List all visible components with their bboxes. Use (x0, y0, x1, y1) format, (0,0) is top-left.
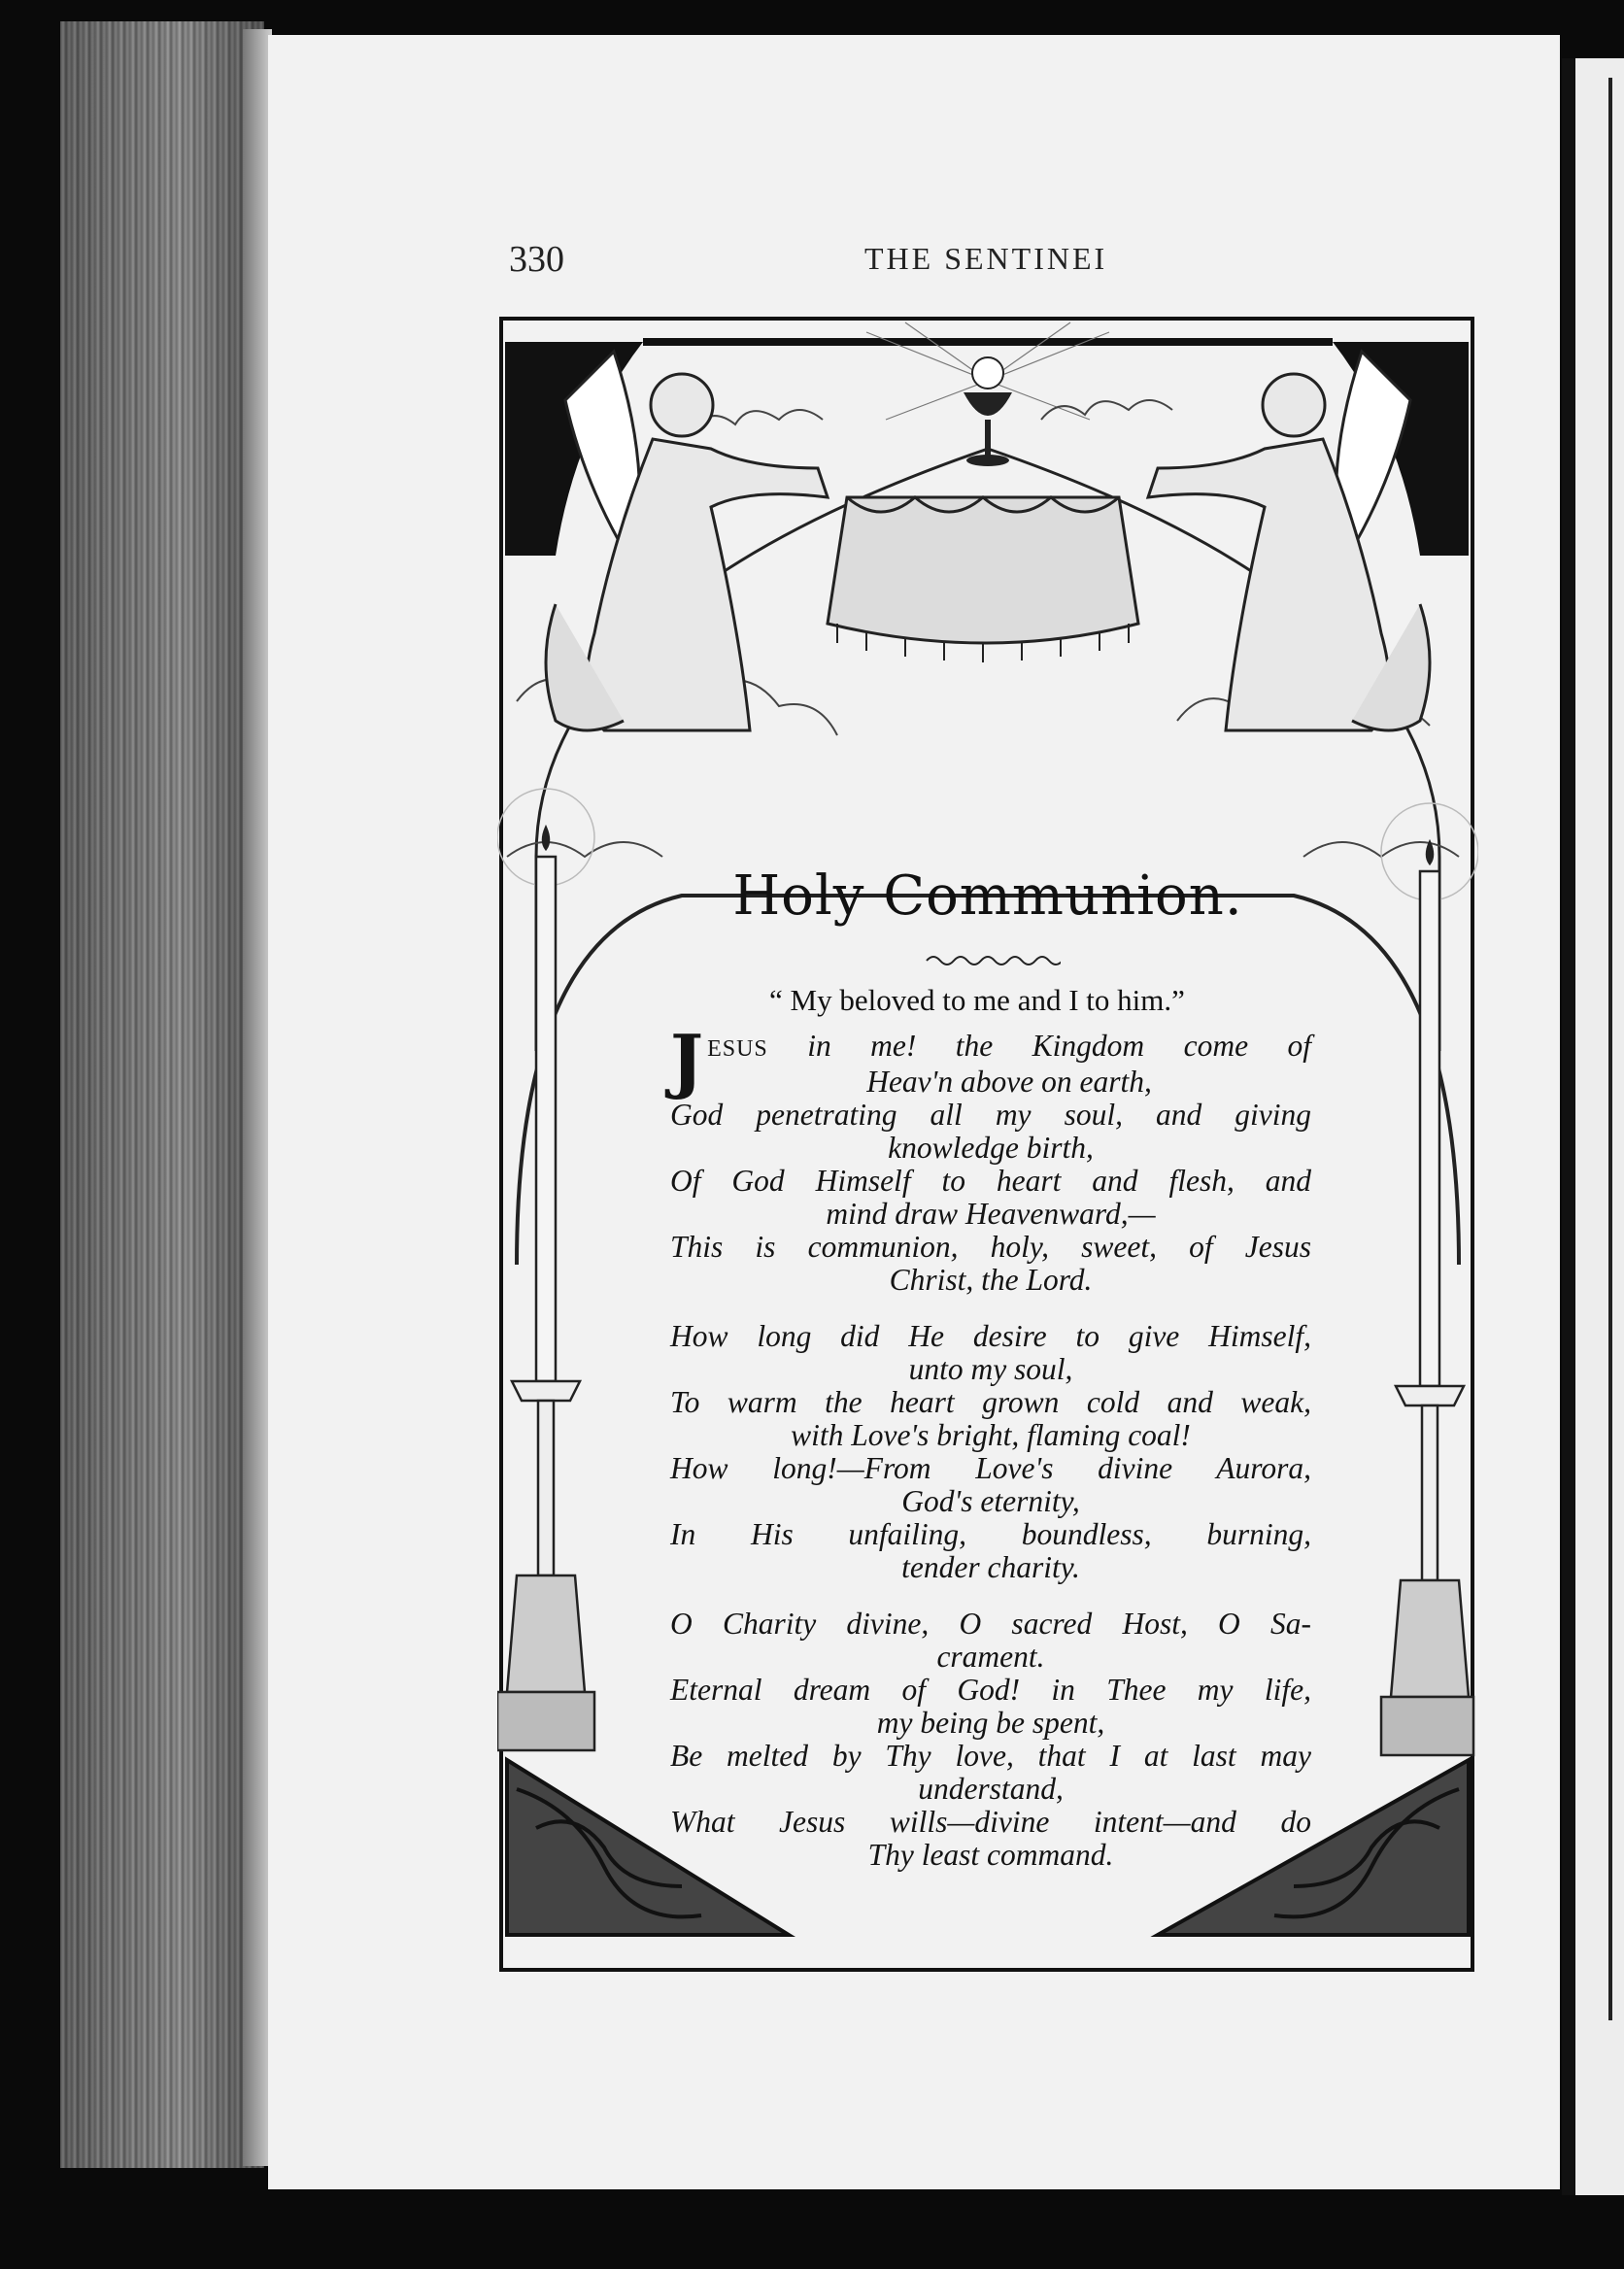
stanza (670, 1320, 1311, 1584)
verse-line-continuation: tender charity. (901, 1550, 1080, 1584)
left-candle (497, 789, 594, 1750)
verse-line: What Jesus wills—divine intent—and do (670, 1805, 1311, 1839)
verse-line-continuation: crament. (936, 1640, 1045, 1674)
poem-body (670, 1019, 1311, 1895)
epigraph: “ My beloved to me and I to him.” (769, 983, 1185, 1017)
left-angel (546, 352, 828, 730)
verse-line: To warm the heart grown cold and weak, (670, 1385, 1311, 1419)
right-candle (1381, 803, 1478, 1755)
verse-line: Be melted by Thy love, that I at last may (670, 1739, 1311, 1773)
altar-cloth (828, 497, 1138, 643)
ornamental-frame (497, 313, 1478, 2003)
drop-cap: J (670, 1019, 704, 1101)
verse-line: How long!—From Love's divine Aurora, (670, 1451, 1311, 1485)
verse-line-continuation: Christ, the Lord. (889, 1263, 1093, 1297)
verse-line: O Charity divine, O sacred Host, O Sa- (670, 1607, 1311, 1641)
verse-line-text: in me! the Kingdom come of (767, 1029, 1311, 1063)
verse-line-continuation: knowledge birth, (888, 1131, 1094, 1165)
facing-page-rule (1608, 78, 1612, 2020)
verse-line-continuation: Thy least command. (867, 1838, 1114, 1872)
verse-line: This is communion, holy, sweet, of Jesus (670, 1230, 1311, 1264)
chalice-base (966, 455, 1009, 466)
verse-line-continuation: my being be spent, (876, 1706, 1105, 1740)
verse-line-continuation: mind draw Heavenward,— (826, 1197, 1156, 1231)
chalice-cup (964, 392, 1012, 416)
verse-line-continuation: Heav'n above on earth, (866, 1065, 1152, 1099)
page-number: 330 (509, 239, 564, 280)
chalice-stem (985, 420, 991, 458)
page-edges-shadow (60, 21, 264, 2168)
host (972, 357, 1003, 389)
verse-line: How long did He desire to give Himself, (670, 1319, 1311, 1353)
verse-line-continuation: God's eternity, (901, 1484, 1080, 1518)
poem-title: Holy Communion. (732, 864, 1243, 928)
title-flourish (925, 954, 1061, 967)
verse-line: Of God Himself to heart and flesh, and (670, 1164, 1311, 1198)
stanza (670, 1608, 1311, 1872)
facing-page-edge (1562, 58, 1624, 2195)
verse-line (670, 1030, 1311, 1066)
verse-line-continuation: unto my soul, (908, 1352, 1073, 1386)
lead-word: ESUS (707, 1036, 768, 1062)
verse-line: God penetrating all my soul, and giving (670, 1098, 1311, 1132)
verse-line: In His unfailing, boundless, burning, (670, 1517, 1311, 1551)
stanza (670, 1019, 1311, 1297)
running-head: THE SENTINEI (864, 241, 1108, 276)
verse-line-continuation: understand, (918, 1772, 1064, 1806)
right-angel (1148, 352, 1430, 730)
verse-line-continuation: with Love's bright, flaming coal! (791, 1418, 1191, 1452)
verse-line: Eternal dream of God! in Thee my life, (670, 1673, 1311, 1707)
